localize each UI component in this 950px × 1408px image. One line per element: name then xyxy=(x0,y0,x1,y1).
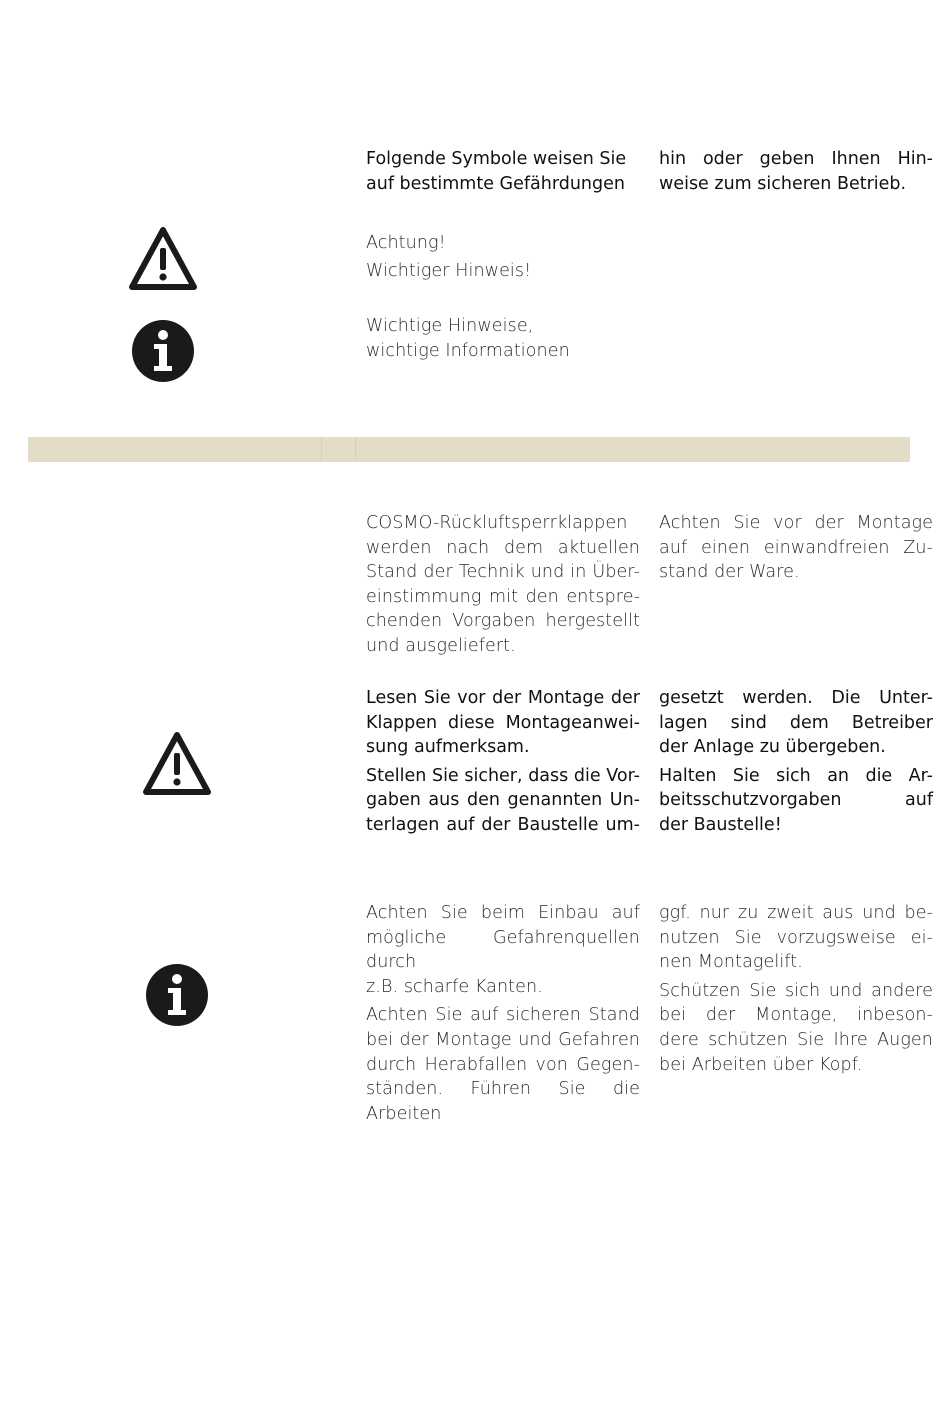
text-line: gesetzt werden. Die Unter- xyxy=(659,688,933,708)
text-line: und ausgeliefert. xyxy=(366,635,516,656)
legend-info-text xyxy=(366,314,640,363)
text-line: durch Herabfallen von Gegen- xyxy=(366,1054,640,1075)
text-line: Achten Sie auf sicheren Stand xyxy=(366,1005,640,1026)
text-line: Klappen diese Montageanwei- xyxy=(366,712,640,733)
text-line: hin oder geben Ihnen Hin- xyxy=(659,149,933,169)
intro-text-right xyxy=(659,147,933,196)
info-icon xyxy=(130,318,196,384)
warning-icon xyxy=(142,731,212,797)
section2-text-right xyxy=(659,686,933,838)
intro-text-left xyxy=(366,147,640,196)
text-line: COSMO-Rückluftsperrklappen xyxy=(366,513,628,533)
text-line: Halten Sie sich an die Ar- xyxy=(659,765,933,786)
text-line: wichtige Informationen xyxy=(366,340,570,361)
text-line: mögliche Gefahrenquellen durch xyxy=(366,927,640,973)
text-line: beitsschutzvorgaben auf xyxy=(659,790,933,811)
text-line: Wichtige Hinweise, xyxy=(366,316,534,336)
text-line: Stand der Technik und in Über- xyxy=(366,562,640,583)
text-line: nutzen Sie vorzugsweise ei- xyxy=(659,927,933,948)
text-line: auf bestimmte Gefährdungen xyxy=(366,173,625,194)
text-line: Folgende Symbole weisen Sie xyxy=(366,149,627,169)
text-line: Achten Sie beim Einbau auf xyxy=(366,903,640,923)
section2-text-left xyxy=(366,686,640,838)
text-line: Achten Sie vor der Montage xyxy=(659,513,933,533)
text-line: stand der Ware. xyxy=(659,562,800,583)
text-line: auf einen einwandfreien Zu- xyxy=(659,537,933,558)
text-line: bei der Montage, inbeson- xyxy=(659,1005,933,1026)
text-line: lagen sind dem Betreiber xyxy=(659,712,933,733)
text-line: weise zum sicheren Betrieb. xyxy=(659,173,907,194)
section3-text-left xyxy=(366,901,640,1126)
section1-text-right xyxy=(659,511,933,585)
section1-text-left xyxy=(366,511,640,659)
text-line: ggf. nur zu zweit aus und be- xyxy=(659,903,933,923)
text-line: werden nach dem aktuellen xyxy=(366,537,640,558)
text-line: der Anlage zu übergeben. xyxy=(659,737,886,758)
text-line: einstimmung mit den entspre- xyxy=(366,586,640,607)
section3-text-right xyxy=(659,901,933,1077)
info-icon xyxy=(144,962,210,1028)
text-line: terlagen auf der Baustelle um- xyxy=(366,814,640,835)
text-line: z.B. scharfe Kanten. xyxy=(366,976,543,997)
text-line: Schützen Sie sich und andere xyxy=(659,980,933,1001)
text-line: ständen. Führen Sie die Arbeiten xyxy=(366,1079,640,1124)
text-line: der Baustelle! xyxy=(659,814,782,835)
text-line: sung aufmerksam. xyxy=(366,737,530,758)
text-line: gaben aus den genannten Un- xyxy=(366,790,640,811)
text-line: Wichtiger Hinweis! xyxy=(366,261,532,281)
text-line: bei Arbeiten über Kopf. xyxy=(659,1054,863,1075)
warning-icon xyxy=(128,226,198,292)
text-line: Stellen Sie sicher, dass die Vor- xyxy=(366,765,640,786)
text-line: nen Montagelift. xyxy=(659,952,803,973)
text-line: bei der Montage und Gefahren xyxy=(366,1029,640,1050)
legend-warning-text xyxy=(366,229,640,285)
text-line: Achtung! xyxy=(366,233,446,253)
text-line: chenden Vorgaben hergestellt xyxy=(366,611,640,632)
section-header-band xyxy=(28,437,910,462)
text-line: dere schützen Sie Ihre Augen xyxy=(659,1029,933,1050)
text-line: Lesen Sie vor der Montage der xyxy=(366,688,640,708)
